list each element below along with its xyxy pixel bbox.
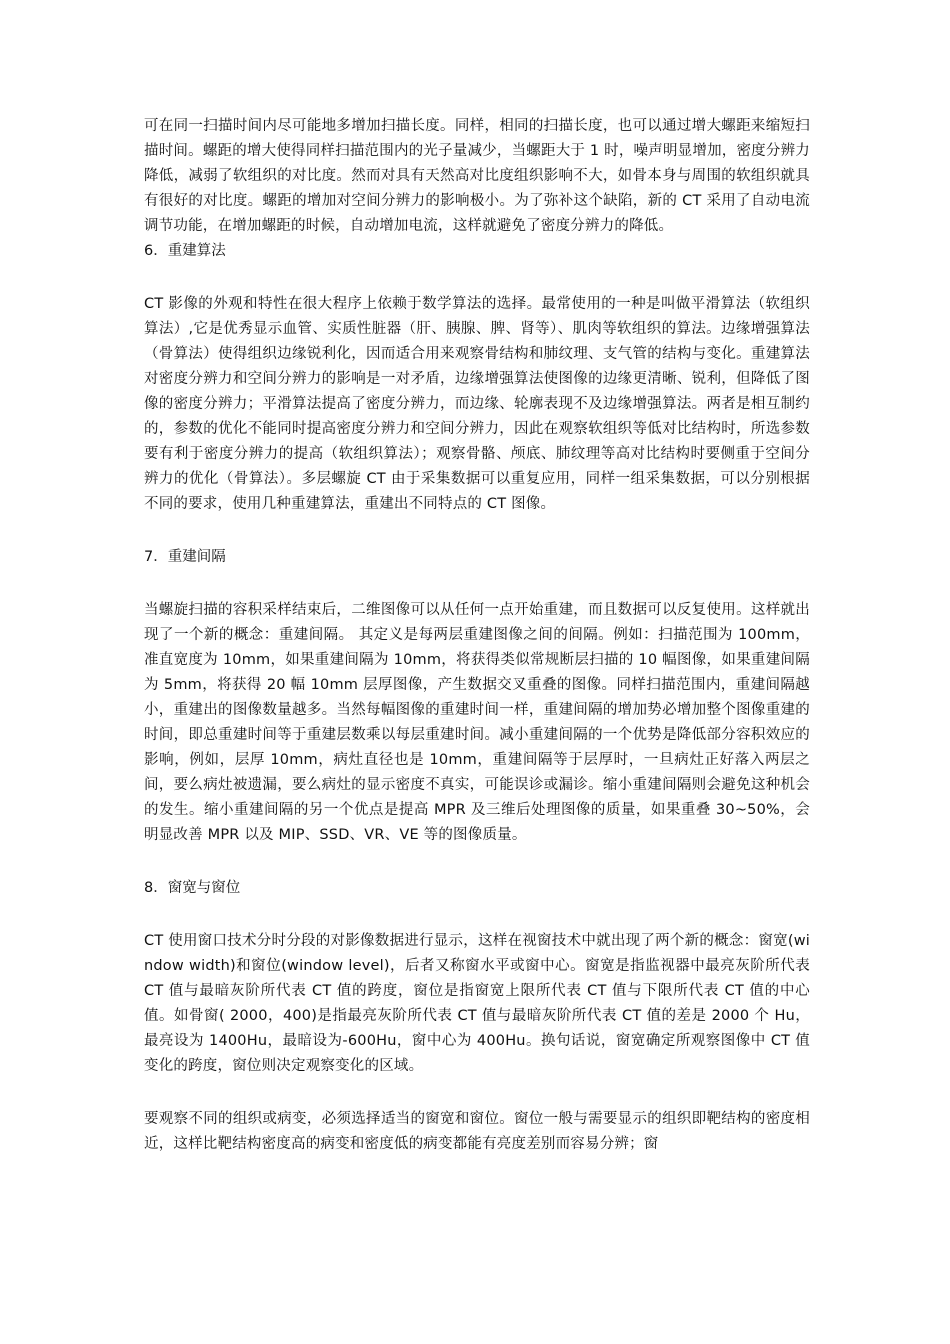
section-heading-7: 7．重建间隔 — [144, 549, 226, 565]
spacer — [144, 570, 810, 598]
paragraph-window-selection: 要观察不同的组织或病变，必须选择适当的窗宽和窗位。窗位一般与需要显示的组织即靶结构的密度相近，这样比靶结构密度高的病变和密度低的病变都能有亮度差别而容易分辨；窗 — [144, 1111, 810, 1152]
paragraph-reconstruction-interval: 当螺旋扫描的容积采样结束后，二维图像可以从任何一点开始重建，而且数据可以反复使用。这样就出现了一个新的概念：重建间隔。 其定义是每两层重建图像之间的间隔。例如：扫描范围为 100mm，准直宽度为 10mm，如果重建间隔为 10mm，将获得类似常规断层扫描的 10 幅图像，如果重建间隔为 5mm，将获得 20 幅 10mm 层厚图像，产生数据交叉重叠的图像。同样扫描范围内，重建间隔越小，重建出的图像数量越多。当然每幅图像的重建时间一样，重建间隔的增加势必增加整个图像重建的时间，即总重建时间等于重建层数乘以每层重建时间。减小重建间隔的一个优势是降低部分容积效应的影响，例如，层厚 10mm，病灶直径也是 10mm，重建间隔等于层厚时，一旦病灶正好落入两层之间，要么病灶被遗漏，要么病灶的显示密度不真实，可能误诊或漏诊。缩小重建间隔则会避免这种机会的发生。缩小重建间隔的另一个优点是提高 MPR 及三维后处理图像的质量，如果重叠 30~50%，会明显改善 MPR 以及 MIP、SSD、VR、VE 等的图像质量。 — [144, 602, 810, 843]
spacer — [144, 1079, 810, 1107]
paragraph-reconstruction-algorithm: CT 影像的外观和特性在很大程序上依赖于数学算法的选择。最常使用的一种是叫做平滑算法（软组织算法）,它是优秀显示血管、实质性脏器（肝、胰腺、脾、肾等）、肌肉等软组织的算法。边缘增强算法（骨算法）使得组织边缘锐利化，因而适合用来观察骨结构和肺纹理、支气管的结构与变化。重建算法对密度分辨力和空间分辨力的影响是一对矛盾，边缘增强算法使图像的边缘更清晰、锐利，但降低了图像的密度分辨力；平滑算法提高了密度分辨力，而边缘、轮廓表现不及边缘增强算法。两者是相互制约的，参数的优化不能同时提高密度分辨力和空间分辨力，因此在观察软组织等低对比结构时，所选参数要有利于密度分辨力的提高（软组织算法）；观察骨骼、颅底、肺纹理等高对比结构时要侧重于空间分辨力的优化（骨算法）。多层螺旋 CT 由于采集数据可以重复应用，同样一组采集数据，可以分别根据不同的要求，使用几种重建算法，重建出不同特点的 CT 图像。 — [144, 296, 810, 512]
spacer — [144, 848, 810, 876]
paragraph-pitch-continuation: 可在同一扫描时间内尽可能地多增加扫描长度。同样，相同的扫描长度，也可以通过增大螺距来缩短扫描时间。螺距的增大使得同样扫描范围内的光子量减少，当螺距大于 1 时，噪声明显增加，密度分辨力降低，减弱了软组织的对比度。然而对具有天然高对比度组织影响不大，如骨本身与周围的软组织就具有很好的对比度。螺距的增加对空间分辨力的影响极小。为了弥补这个缺陷，新的 CT 采用了自动电流调节功能，在增加螺距的时候，自动增加电流，这样就避免了密度分辨力的降低。 — [144, 118, 810, 234]
spacer — [144, 901, 810, 929]
spacer — [144, 264, 810, 292]
paragraph-window-width-level: CT 使用窗口技术分时分段的对影像数据进行显示，这样在视窗技术中就出现了两个新的概念：窗宽(window width)和窗位(window level)，后者又称窗水平或窗中心。窗宽是指监视器中最亮灰阶所代表 CT 值与最暗灰阶所代表 CT 值的跨度，窗位是指窗宽上限所代表 CT 值与下限所代表 CT 值的中心值。如骨窗( 2000，400)是指最亮灰阶所代表 CT 值与最暗灰阶所代表 CT 值的差是 2000 个 Hu，最亮设为 1400Hu，最暗设为-600Hu，窗中心为 400Hu。换句话说，窗宽确定所观察图像中 CT 值变化的跨度，窗位则决定观察变化的区域。 — [144, 933, 810, 1074]
section-heading-8: 8．窗宽与窗位 — [144, 880, 241, 896]
spacer — [144, 517, 810, 545]
document-body — [144, 114, 810, 1157]
section-heading-6: 6．重建算法 — [144, 243, 226, 259]
